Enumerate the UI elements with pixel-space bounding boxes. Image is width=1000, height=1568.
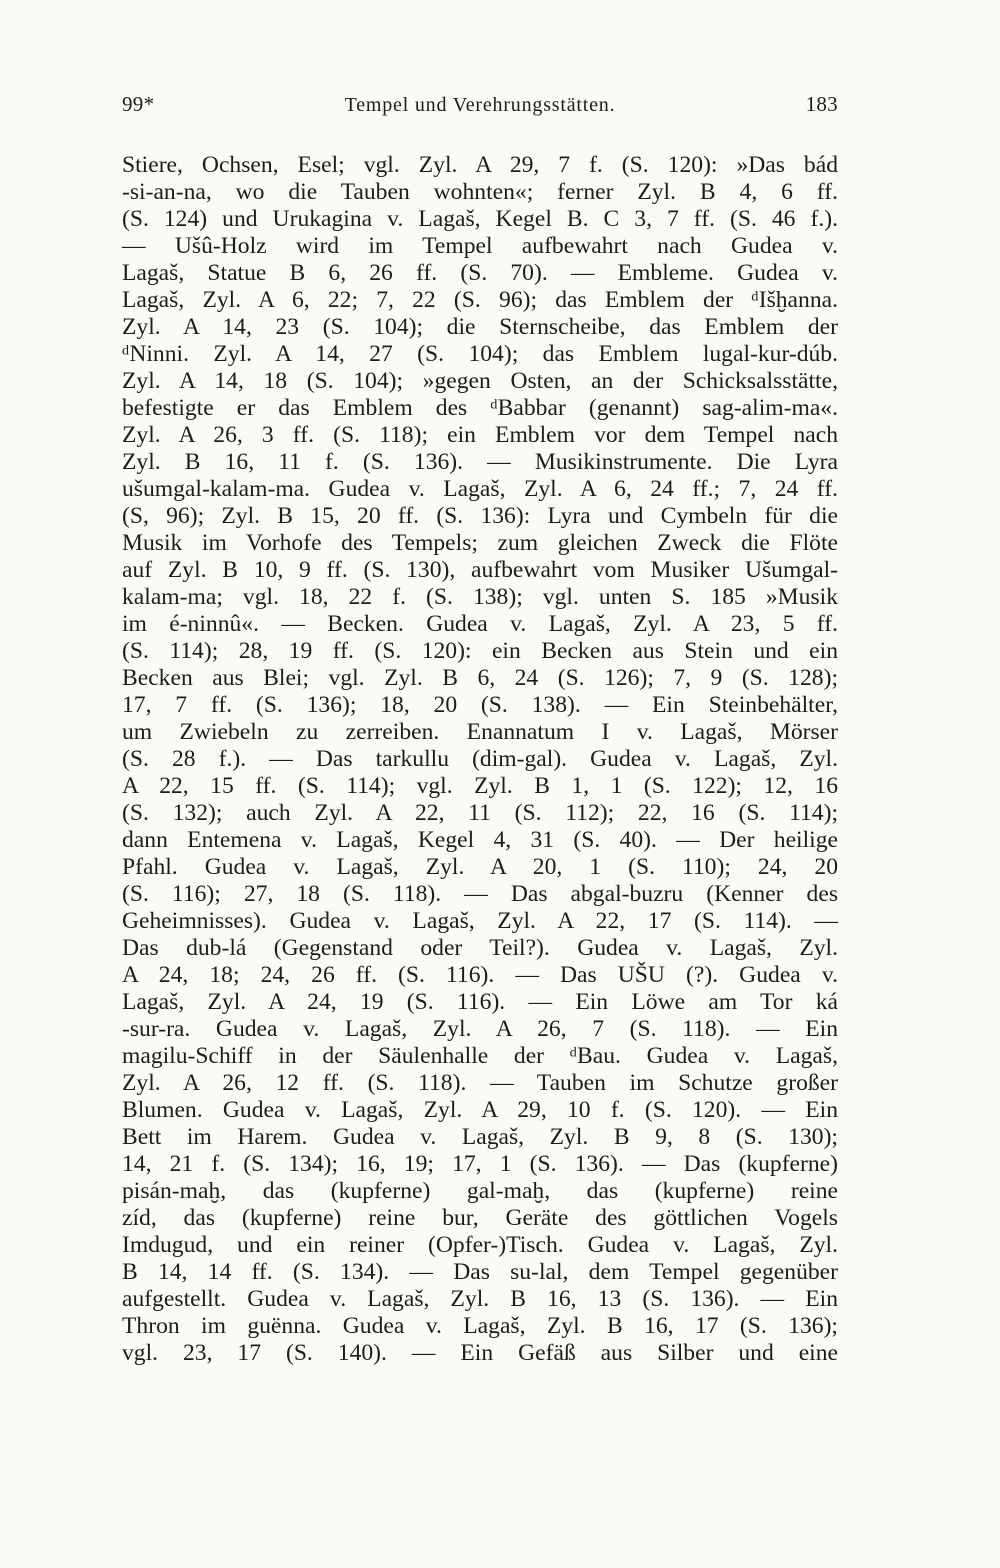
text-line: — Ušû-Holz wird im Tempel aufbewahrt nach Gudea v. — [122, 233, 838, 259]
text-line: Zyl. B 16, 11 f. (S. 136). — Musikinstrumente. Die Lyra — [122, 449, 838, 475]
text-line: Musik im Vorhofe des Tempels; zum gleichen Zweck die Flöte — [122, 530, 838, 556]
text-line: Zyl. A 14, 23 (S. 104); die Sternscheibe, das Emblem der — [122, 314, 838, 340]
text-line: dann Entemena v. Lagaš, Kegel 4, 31 (S. 40). — Der heilige — [122, 827, 838, 853]
text-line: im é-ninnû«. — Becken. Gudea v. Lagaš, Zyl. A 23, 5 ff. — [122, 611, 838, 637]
text-line: (S. 132); auch Zyl. A 22, 11 (S. 112); 22, 16 (S. 114); — [122, 800, 838, 826]
text-line: Blumen. Gudea v. Lagaš, Zyl. A 29, 10 f. (S. 120). — Ein — [122, 1097, 838, 1123]
text-line: Lagaš, Zyl. A 6, 22; 7, 22 (S. 96); das Emblem der ᵈIšḫanna. — [122, 287, 838, 313]
text-line: Imdugud, und ein reiner (Opfer-)Tisch. Gudea v. Lagaš, Zyl. — [122, 1232, 838, 1258]
text-line: Zyl. A 26, 12 ff. (S. 118). — Tauben im Schutze großer — [122, 1070, 838, 1096]
text-line: Lagaš, Zyl. A 24, 19 (S. 116). — Ein Löwe am Tor ká — [122, 989, 838, 1015]
text-line: (S, 96); Zyl. B 15, 20 ff. (S. 136): Lyra und Cymbeln für die — [122, 503, 838, 529]
text-line: A 24, 18; 24, 26 ff. (S. 116). — Das UŠU (?). Gudea v. — [122, 962, 838, 988]
section-number: 99* — [122, 92, 155, 116]
text-line: Becken aus Blei; vgl. Zyl. B 6, 24 (S. 126); 7, 9 (S. 128); — [122, 665, 838, 691]
text-line: Geheimnisses). Gudea v. Lagaš, Zyl. A 22, 17 (S. 114). — — [122, 908, 838, 934]
text-line: A 22, 15 ff. (S. 114); vgl. Zyl. B 1, 1 (S. 122); 12, 16 — [122, 773, 838, 799]
text-line: -sur-ra. Gudea v. Lagaš, Zyl. A 26, 7 (S. 118). — Ein — [122, 1016, 838, 1042]
text-line: Stiere, Ochsen, Esel; vgl. Zyl. A 29, 7 f. (S. 120): »Das bád — [122, 152, 838, 178]
running-title: Tempel und Verehrungsstätten. — [344, 94, 616, 116]
body-text — [122, 152, 838, 1367]
text-line: ᵈNinni. Zyl. A 14, 27 (S. 104); das Emblem lugal-kur-dúb. — [122, 341, 838, 367]
page-number: 183 — [805, 92, 838, 116]
text-line: -si-an-na, wo die Tauben wohnten«; ferner Zyl. B 4, 6 ff. — [122, 179, 838, 205]
text-line: (S. 116); 27, 18 (S. 118). — Das abgal-buzru (Kenner des — [122, 881, 838, 907]
text-line: Zyl. A 14, 18 (S. 104); »gegen Osten, an der Schicksalsstätte, — [122, 368, 838, 394]
text-line: Pfahl. Gudea v. Lagaš, Zyl. A 20, 1 (S. 110); 24, 20 — [122, 854, 838, 880]
text-line: Bett im Harem. Gudea v. Lagaš, Zyl. B 9, 8 (S. 130); — [122, 1124, 838, 1150]
text-line: (S. 28 f.). — Das tarkullu (dim-gal). Gudea v. Lagaš, Zyl. — [122, 746, 838, 772]
text-line: um Zwiebeln zu zerreiben. Enannatum I v. Lagaš, Mörser — [122, 719, 838, 745]
text-line: ušumgal-kalam-ma. Gudea v. Lagaš, Zyl. A 6, 24 ff.; 7, 24 ff. — [122, 476, 838, 502]
text-line: pisán-maḫ, das (kupferne) gal-maḫ, das (kupferne) reine — [122, 1178, 838, 1204]
text-line: (S. 124) und Urukagina v. Lagaš, Kegel B. C 3, 7 ff. (S. 46 f.). — [122, 206, 838, 232]
text-line: magilu-Schiff in der Säulenhalle der ᵈBau. Gudea v. Lagaš, — [122, 1043, 838, 1069]
text-line: aufgestellt. Gudea v. Lagaš, Zyl. B 16, 13 (S. 136). — Ein — [122, 1286, 838, 1312]
text-line: B 14, 14 ff. (S. 134). — Das su-lal, dem Tempel gegenüber — [122, 1259, 838, 1285]
page-header — [122, 92, 838, 132]
text-line: Zyl. A 26, 3 ff. (S. 118); ein Emblem vor dem Tempel nach — [122, 422, 838, 448]
text-line: befestigte er das Emblem des ᵈBabbar (genannt) sag-alim-ma«. — [122, 395, 838, 421]
text-line: zíd, das (kupferne) reine bur, Geräte des göttlichen Vogels — [122, 1205, 838, 1231]
text-line: Das dub-lá (Gegenstand oder Teil?). Gudea v. Lagaš, Zyl. — [122, 935, 838, 961]
text-line: Thron im guënna. Gudea v. Lagaš, Zyl. B 16, 17 (S. 136); — [122, 1313, 838, 1339]
text-line: 17, 7 ff. (S. 136); 18, 20 (S. 138). — Ein Steinbehälter, — [122, 692, 838, 718]
text-line: auf Zyl. B 10, 9 ff. (S. 130), aufbewahrt vom Musiker Ušumgal- — [122, 557, 838, 583]
text-line: 14, 21 f. (S. 134); 16, 19; 17, 1 (S. 136). — Das (kupferne) — [122, 1151, 838, 1177]
text-line: (S. 114); 28, 19 ff. (S. 120): ein Becken aus Stein und ein — [122, 638, 838, 664]
text-line: Lagaš, Statue B 6, 26 ff. (S. 70). — Embleme. Gudea v. — [122, 260, 838, 286]
text-line: vgl. 23, 17 (S. 140). — Ein Gefäß aus Silber und eine — [122, 1340, 838, 1366]
text-line: kalam-ma; vgl. 18, 22 f. (S. 138); vgl. unten S. 185 »Musik — [122, 584, 838, 610]
